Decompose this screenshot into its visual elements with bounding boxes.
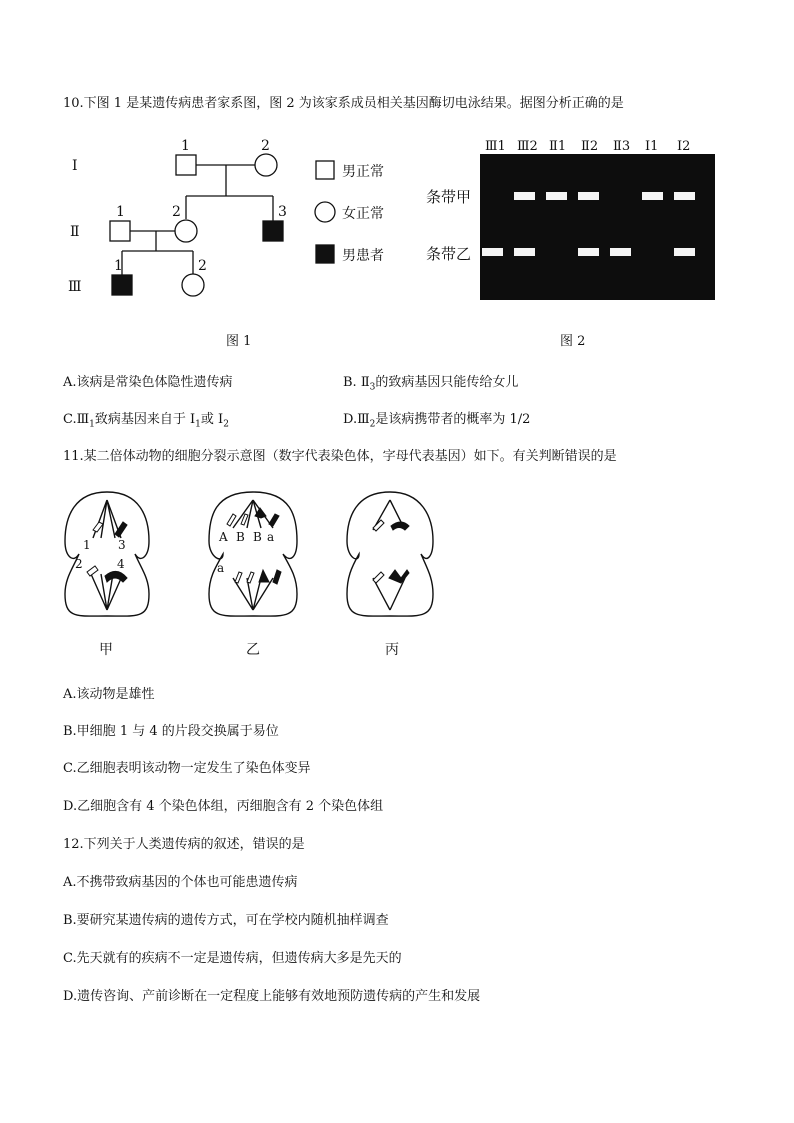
q10-option-c: $C.Ⅲ_1$致病基因来自于 $Ⅰ_1$或 $Ⅰ_2$ (63, 412, 229, 430)
num-II2: 2 (172, 204, 181, 220)
band-yi-band-0 (482, 248, 503, 256)
q11-stem: 11.某二倍体动物的细胞分裂示意图（数字代表染色体，字母代表基因）如下。有关判断错误的是 (63, 449, 617, 464)
pedigree-III1-male-affected (112, 275, 132, 295)
q10-stem: 10.下图 1 是某遗传病患者家系图，图 2 为该家系成员相关基因酶切电泳结果。据图分析正确的是 (63, 96, 624, 111)
q11-option-b: B.甲细胞 1 与 4 的片段交换属于易位 (63, 724, 279, 739)
gen-label-I: Ⅰ (72, 158, 78, 174)
band-jia-band-2 (546, 192, 567, 200)
chrom-num-2: 2 (75, 557, 83, 571)
cell-jia-membrane (65, 492, 149, 616)
lane-label-3: Ⅱ2 (581, 139, 599, 154)
band-yi-band-6 (674, 248, 695, 256)
q12-option-a: A.不携带致病基因的个体也可能患遗传病 (63, 875, 298, 890)
num-II1: 1 (116, 204, 125, 220)
gene-a-2: a (217, 561, 225, 575)
fig2-caption: 图 2 (560, 334, 586, 349)
pedigree-III2-female-normal (182, 274, 204, 296)
q11-option-a: A.该动物是雄性 (63, 687, 155, 702)
num-III1: 1 (114, 258, 123, 274)
gen-label-II: Ⅱ (70, 224, 80, 240)
band-label-yi: 条带乙 (426, 245, 472, 263)
chrom-num-3: 3 (118, 538, 126, 552)
band-label-jia: 条带甲 (426, 188, 472, 206)
gene-B-1: B (236, 530, 245, 544)
lane-label-4: Ⅱ3 (613, 139, 631, 154)
gen-label-III: Ⅲ (68, 279, 82, 295)
cell-bing-membrane (347, 492, 433, 616)
band-jia-band-5 (642, 192, 663, 200)
num-I2: 2 (261, 138, 270, 154)
pedigree-I1-male-normal (176, 155, 196, 175)
gel-background (480, 154, 715, 300)
q12-option-c: C.先天就有的疾病不一定是遗传病，但遗传病大多是先天的 (63, 951, 402, 966)
pedigree-II3-male-affected (263, 221, 283, 241)
electrophoresis-figure (420, 134, 720, 304)
cell-label-jia: 甲 (99, 642, 113, 658)
pedigree-I2-female-normal (255, 154, 277, 176)
legend-female-normal-symbol (315, 202, 335, 222)
num-I1: 1 (181, 138, 190, 154)
pedigree-II1-male-normal (110, 221, 130, 241)
q12-stem: 12.下列关于人类遗传病的叙述，错误的是 (63, 837, 305, 852)
lane-label-2: Ⅱ1 (549, 139, 567, 154)
lane-label-5: Ⅰ1 (645, 139, 659, 154)
num-III2: 2 (198, 258, 207, 274)
q12-option-d: D.遗传咨询、产前诊断在一定程度上能够有效地预防遗传病的产生和发展 (63, 989, 481, 1004)
q11-option-d: D.乙细胞含有 4 个染色体组，丙细胞含有 2 个染色体组 (63, 799, 384, 814)
pedigree-figure (60, 128, 420, 308)
cell-label-bing: 丙 (385, 642, 399, 658)
fig1-caption: 图 1 (226, 334, 252, 349)
legend-male-affected: 男患者 (342, 248, 384, 264)
chrom-num-4: 4 (117, 557, 125, 571)
band-yi-band-3 (578, 248, 599, 256)
num-II3: 3 (278, 204, 287, 220)
lane-label-1: Ⅲ2 (517, 139, 538, 154)
legend-male-normal-symbol (316, 161, 334, 179)
cell-label-yi: 乙 (246, 642, 260, 658)
band-jia-band-6 (674, 192, 695, 200)
band-yi-band-4 (610, 248, 631, 256)
legend-female-normal: 女正常 (342, 206, 384, 222)
q10-option-d: $D.Ⅲ_2$是该病携带者的概率为 1/2 (343, 412, 531, 430)
band-yi-band-1 (514, 248, 535, 256)
q12-option-b: B.要研究某遗传病的遗传方式，可在学校内随机抽样调查 (63, 913, 389, 928)
gene-B-2: B (253, 530, 262, 544)
band-jia-band-3 (578, 192, 599, 200)
q11-option-c: C.乙细胞表明该动物一定发生了染色体变异 (63, 761, 311, 776)
q10-option-b: B. $Ⅱ_3$的致病基因只能传给女儿 (343, 375, 519, 393)
band-jia-band-1 (514, 192, 535, 200)
legend-male-affected-symbol (316, 245, 334, 263)
cell-yi-membrane (209, 492, 297, 616)
legend-male-normal: 男正常 (342, 164, 384, 180)
lane-label-0: Ⅲ1 (485, 139, 506, 154)
gene-a-1: a (267, 530, 275, 544)
lane-label-6: Ⅰ2 (677, 139, 691, 154)
q10-option-a: A.该病是常染色体隐性遗传病 (63, 375, 233, 390)
gene-A: A (219, 530, 228, 544)
cell-division-figure (55, 486, 455, 661)
chrom-num-1: 1 (83, 538, 91, 552)
pedigree-II2-female-normal (175, 220, 197, 242)
